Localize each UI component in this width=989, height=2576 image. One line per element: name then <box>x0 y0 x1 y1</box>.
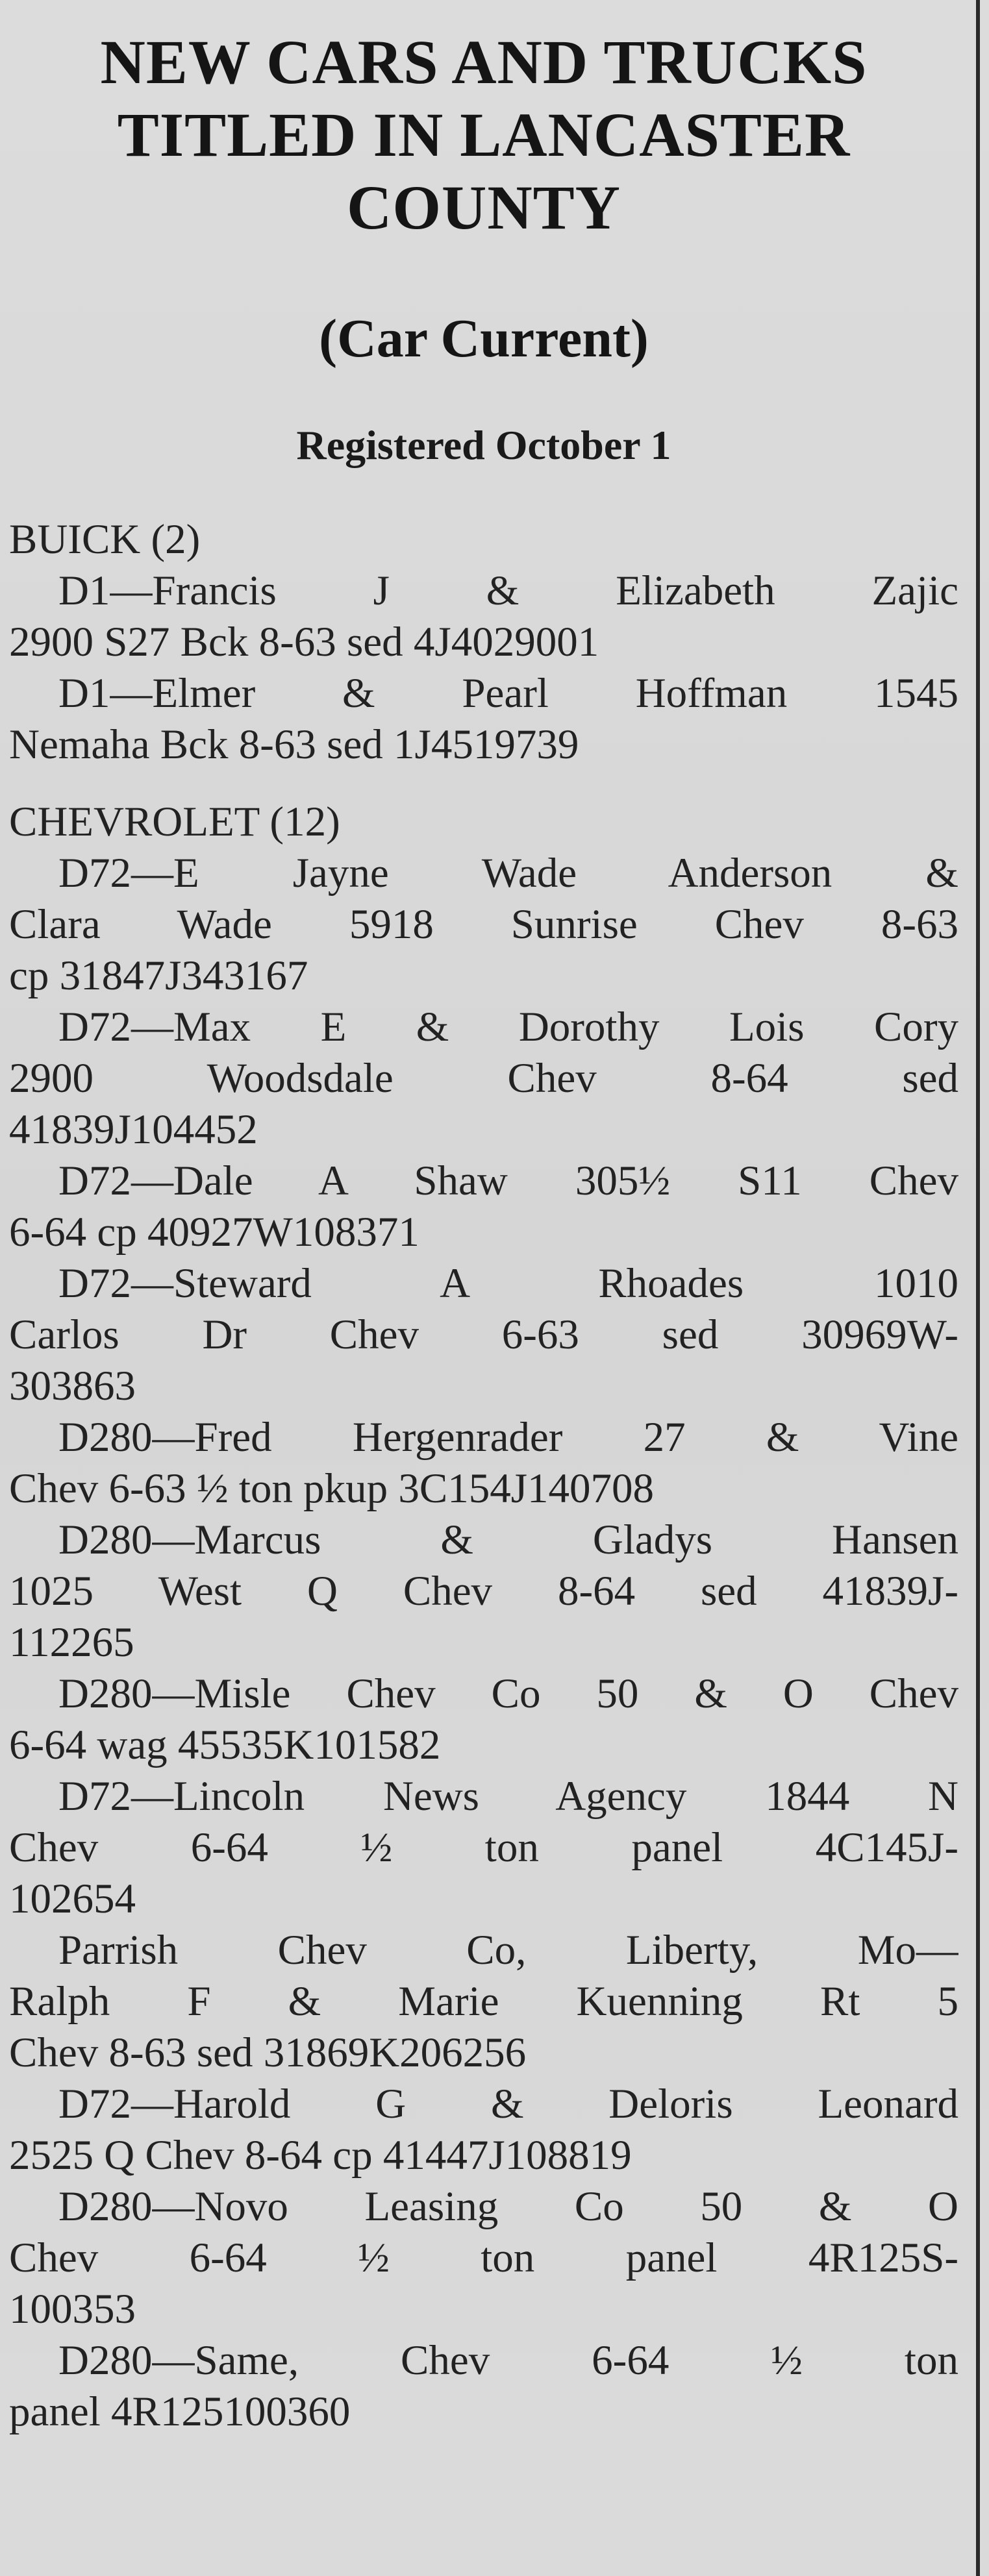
registration-entry <box>9 2079 958 2181</box>
entry-line: D1—Francis J & Elizabeth Zajic <box>58 567 958 614</box>
entry-line: 6-64 cp 40927W108371 <box>9 1209 419 1256</box>
registration-entry <box>9 1412 958 1515</box>
registration-entry <box>9 2181 958 2335</box>
entry-line: 102654 <box>9 1876 136 1922</box>
registration-entry <box>9 1515 958 1668</box>
entry-line: D1—Elmer & Pearl Hoffman 1545 <box>58 670 958 717</box>
subhead: (Car Current) <box>319 308 649 369</box>
registration-entry <box>9 1258 958 1412</box>
entry-line: D72—Max E & Dorothy Lois Cory <box>58 1004 958 1050</box>
registration-entry <box>9 1156 958 1258</box>
entry-line: D280—Misle Chev Co 50 & O Chev <box>58 1670 958 1717</box>
entry-line: 1025 West Q Chev 8-64 sed 41839J- <box>9 1568 958 1615</box>
entry-line: Chev 6-63 ½ ton pkup 3C154J140708 <box>9 1465 655 1512</box>
headline <box>0 26 968 244</box>
registration-entry <box>9 848 958 1002</box>
entry-line: D280—Novo Leasing Co 50 & O <box>58 2183 958 2230</box>
entry-line: 2525 Q Chev 8-64 cp 41447J108819 <box>9 2132 632 2179</box>
headline-line: COUNTY <box>346 173 621 242</box>
entry-line: D72—Dale A Shaw 305½ S11 Chev <box>58 1158 958 1204</box>
entry-line: 41839J104452 <box>9 1106 258 1153</box>
entry-line: cp 31847J343167 <box>9 952 308 999</box>
entry-line: 2900 Woodsdale Chev 8-64 sed <box>9 1055 958 1102</box>
entry-line: D72—Lincoln News Agency 1844 N <box>58 1773 958 1820</box>
registration-entry <box>9 565 958 668</box>
column-rule <box>976 0 980 2576</box>
registration-entry <box>9 1668 958 1771</box>
dateline: Registered October 1 <box>296 422 671 468</box>
listing-body <box>9 514 958 2438</box>
entry-line: Nemaha Bck 8-63 sed 1J4519739 <box>9 721 579 768</box>
headline-line: NEW CARS AND TRUCKS <box>100 27 868 97</box>
entry-line: 112265 <box>9 1619 134 1666</box>
entry-line: Chev 6-64 ½ ton panel 4R125S- <box>9 2235 958 2281</box>
section-heading: CHEVROLET (12) <box>9 799 340 845</box>
headline-line: TITLED IN LANCASTER <box>117 100 851 169</box>
registration-entry <box>9 1771 958 1925</box>
registration-entry <box>9 668 958 771</box>
registration-entry <box>9 1925 958 2079</box>
entry-line: 2900 S27 Bck 8-63 sed 4J4029001 <box>9 619 599 665</box>
entry-line: D280—Same, Chev 6-64 ½ ton <box>58 2337 958 2384</box>
section-gap <box>9 771 958 797</box>
entry-line: Chev 6-64 ½ ton panel 4C145J- <box>9 1824 958 1871</box>
entry-line: D72—E Jayne Wade Anderson & <box>58 850 958 897</box>
entry-line: D280—Fred Hergenrader 27 & Vine <box>58 1414 958 1461</box>
entry-line: 303863 <box>9 1363 136 1409</box>
entry-line: Clara Wade 5918 Sunrise Chev 8-63 <box>9 901 958 948</box>
entry-line: Chev 8-63 sed 31869K206256 <box>9 2029 527 2076</box>
entry-line: Ralph F & Marie Kuenning Rt 5 <box>9 1978 958 2025</box>
entry-line: Carlos Dr Chev 6-63 sed 30969W- <box>9 1311 958 1358</box>
registration-entry <box>9 1002 958 1156</box>
entry-line: D72—Harold G & Deloris Leonard <box>58 2081 958 2127</box>
entry-line: D280—Marcus & Gladys Hansen <box>58 1517 958 1563</box>
entry-line: D72—Steward A Rhoades 1010 <box>58 1260 958 1307</box>
entry-line: 100353 <box>9 2286 136 2333</box>
entry-line: 6-64 wag 45535K101582 <box>9 1722 441 1768</box>
registration-entry <box>9 2335 958 2438</box>
section-heading: BUICK (2) <box>9 516 201 563</box>
entry-line: Parrish Chev Co, Liberty, Mo— <box>58 1927 958 1974</box>
entry-line: panel 4R125100360 <box>9 2388 351 2435</box>
